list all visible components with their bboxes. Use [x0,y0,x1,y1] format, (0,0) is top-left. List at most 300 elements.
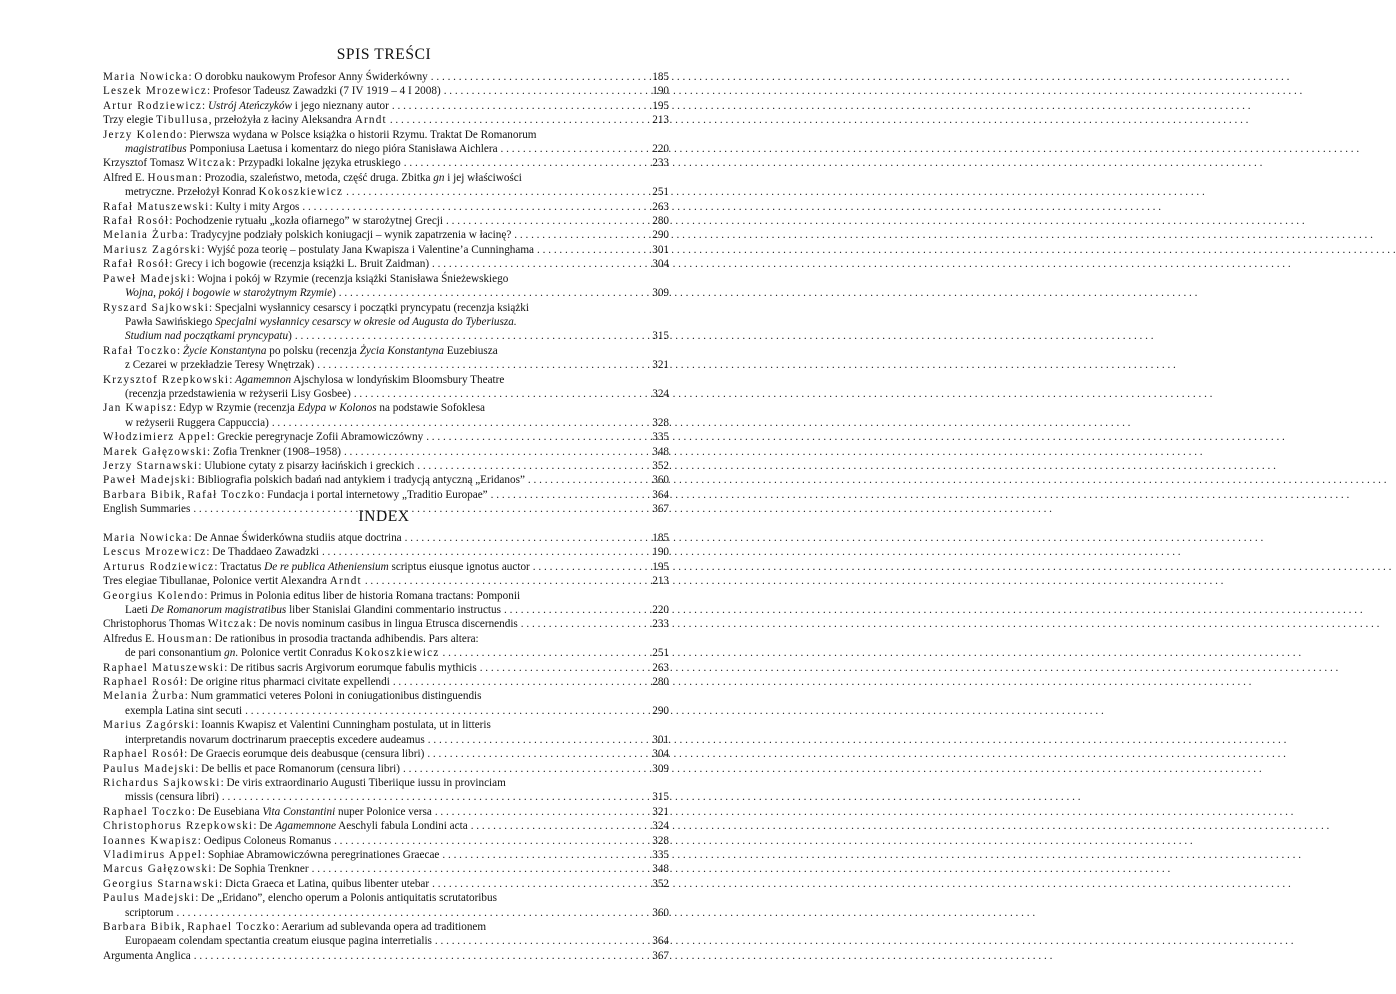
author-name: Barbara Bibik [103,488,182,501]
dot-leader [387,113,1249,127]
author-name: Mariusz Zagórski [103,243,202,256]
toc-page-number: 280 [652,676,669,689]
toc-entry [103,344,669,373]
author-name: Witczak [207,618,254,631]
toc-entry-line [103,257,635,271]
toc-entry-title [103,877,643,891]
italic-title: Agamemnone [275,820,336,833]
toc-entry-line [103,286,635,300]
dot-leader [428,70,1290,84]
dot-leader [389,99,1251,113]
toc-page-number: 367 [652,949,669,962]
toc-line-text [125,315,517,329]
entry-text-segment: i jego nieznany autor [291,99,389,112]
author-name: Witczak [187,157,233,170]
toc-page-number: 290 [652,704,669,717]
toc-entry-title [103,445,643,459]
author-name: Rafał Rosół [103,258,170,271]
entry-text-segment: : Edyp w Rzymie (recenzja [173,402,298,415]
toc-entry-line [103,128,635,142]
entry-text-segment: : Specjalni wysłannicy cesarscy i początki pryncypatu (recenzja książki [209,301,529,314]
author-name: Melania Żurba [103,229,185,242]
toc-entry-title [103,661,643,675]
italic-title: Agamemnon [235,373,292,386]
toc-entry-title [103,430,643,444]
entry-text-segment: z Cezarei w przekładzie Teresy Wnętrzak) [125,359,315,372]
dot-leader [511,228,1373,242]
dot-leader [390,675,1252,689]
entry-text-segment: : Tradycyjne podziały polskich koniugacji – wynik zapatrzenia w łacinę? [184,229,512,242]
toc-entry-line [103,704,635,718]
toc-entry-title [103,214,643,228]
toc-line-text [103,589,520,603]
italic-title: Życia Konstantyna [359,344,444,357]
toc-line-text [103,574,362,588]
toc-page-number: 263 [652,661,669,674]
author-name: Rafał Toczko [187,488,262,501]
toc-page-number: 185 [652,532,669,544]
toc-entry [103,675,669,689]
toc-entry [103,473,669,487]
toc-entry [103,589,669,618]
dot-leader [191,949,1053,963]
toc-entry [103,574,669,588]
toc-entry-line [103,949,635,963]
toc-entry-line [103,689,635,703]
italic-title: Vita Constantini [262,805,336,818]
toc-entry [103,459,669,473]
toc-entry-line [103,531,635,545]
dot-leader [401,156,1263,170]
toc-entry [103,128,669,157]
author-name: Rafał Toczko [103,344,177,357]
italic-title: gn [224,647,236,660]
toc-line-text [103,762,400,776]
toc-line-text [103,257,429,271]
toc-entry [103,877,669,891]
author-name: Krzysztof Rzepkowski [103,373,230,386]
italic-title: Życie Konstantyna [182,344,267,357]
entry-text-segment: : Tractatus [214,560,265,573]
toc-page-number: 251 [652,186,669,199]
toc-entry-title [103,819,643,833]
toc-entry-line [103,156,635,170]
toc-line-text [103,848,439,862]
entry-text-segment: : Wojna i pokój w Rzymie (recenzja książki Stanisława Śnieżewskiego [191,272,509,285]
italic-title: De Romanorum magistratibus [150,604,287,617]
toc-entry-line [103,891,635,905]
dot-leader [498,142,1360,156]
toc-entry-title [103,718,643,747]
toc-line-text [125,603,501,617]
toc-entry [103,113,669,127]
toc-entry-line [103,762,635,776]
toc-entry [103,718,669,747]
entry-text-segment: : De Graecis eorumque deis deabusque (censura libri) [184,748,425,761]
toc-line-text [103,920,486,934]
toc-line-text [103,445,341,459]
toc-entry [103,632,669,661]
dot-leader [299,200,1161,214]
entry-text-segment: : Grecy i ich bogowie (recenzja książki L. Bruit Zaidman) [169,258,430,271]
entry-text-segment: Trzy elegie [103,114,157,127]
toc-entry-line [103,430,635,444]
toc-entry [103,560,669,574]
toc-entry [103,228,669,242]
author-name: Ryszard Sajkowski [103,301,210,314]
toc-entry-line [103,243,635,257]
entry-text-segment: : Prozodia, szaleństwo, metoda, część druga. Zbitka [198,171,434,184]
toc-entry-title [103,531,643,545]
toc-line-text [103,949,191,963]
toc-line-text [125,387,351,401]
toc-entry-line [103,358,635,372]
toc-page-number: 335 [652,431,669,444]
entry-text-segment: missis (censura libri) [125,791,219,804]
author-name: Rafał Rosół [103,215,170,228]
author-name: Rafał Matuszewski [103,200,210,213]
toc-line-text [125,646,440,660]
toc-line-text [103,344,498,358]
dot-leader [423,430,1285,444]
entry-text-segment: : [202,99,208,112]
entry-text-segment: Argumenta Anglica [103,949,191,962]
toc-entry [103,747,669,761]
entry-text-segment: : Wyjść poza teorię – postulaty Jana Kwapisza i Valentine’a Cunninghama [201,243,535,256]
toc-entry-title [103,200,643,214]
toc-entry-line [103,718,635,732]
author-name: Housman [157,632,209,645]
toc-line-text [103,228,511,242]
toc-entry-title [103,272,643,301]
entry-text-segment: . Polonice vertit Conradus [235,647,355,660]
entry-text-segment: po polsku (recenzja [266,344,360,357]
toc-line-text [103,430,423,444]
dot-leader [443,214,1305,228]
entry-text-segment: : De Sophia Trenkner [212,863,309,876]
dot-leader [402,531,1264,545]
toc-page-number: 309 [652,762,669,775]
author-name: Paulus Madejski [103,892,196,905]
entry-text-segment: scriptus eiusque ignotus auctor [388,560,530,573]
dot-leader [488,488,1350,502]
toc-page-number: 251 [652,647,669,660]
entry-text-segment: de pari consonantium [125,647,225,660]
italic-title: magistratibus [125,143,187,156]
toc-entry-line [103,70,635,84]
toc-line-text [103,834,331,848]
toc-entry-line [103,272,635,286]
entry-text-segment: Aeschyli fabula Londini acta [335,820,468,833]
entry-text-segment: : Bibliografia polskich badań nad antykiem i tradycją antyczną „Eridanos” [191,474,525,487]
author-name: Marcus Gałęzowski [103,863,213,876]
author-name: Maria Nowicka [103,532,189,544]
entry-text-segment: liber Stanislai Glandini commentario instructus [286,604,501,617]
toc-entry-line [103,488,635,502]
toc-entry-line [103,99,635,113]
toc-entry [103,200,669,214]
toc-entry-line [103,589,635,603]
toc-page-number: 364 [652,935,669,948]
toc-entry-line [103,661,635,675]
toc-entry-title [103,675,643,689]
toc-entry-line [103,790,635,804]
toc-entry-title [103,459,643,473]
entry-text-segment: nuper Polonice versa [335,805,432,818]
author-name: Arndt [354,114,387,127]
toc-entry-line [103,560,635,574]
toc-entry-line [103,228,635,242]
entry-text-segment: : De Eusebiana [191,805,263,818]
toc-entry [103,401,669,430]
toc-entry-title [103,344,643,373]
toc-entry-title [103,862,643,876]
toc-entry-line [103,877,635,891]
toc-page-number: 220 [652,604,669,617]
toc-entry [103,531,669,545]
toc-entry-line [103,906,635,920]
toc-line-text [103,747,424,761]
toc-line-text [125,358,314,372]
entry-text-segment: De Romanorum [464,128,537,141]
author-name: Georgius Starnawski [103,877,220,890]
section-title-spis-tresci: SPIS TREŚCI [336,46,432,63]
entry-text-segment: , [181,920,188,933]
entry-text-segment: , [181,488,188,501]
toc-line-text [125,286,336,300]
toc-entry-title [103,762,643,776]
author-name: Georgius Kolendo [103,589,205,602]
dot-leader [362,574,1224,588]
entry-text-segment: : De Annae Świderkówna studiis atque doctrina [188,532,402,544]
toc-entry-title [103,891,643,920]
author-name: Jan Kwapisz [103,402,174,415]
toc-entry-line [103,445,635,459]
toc-line-text [125,329,292,343]
toc-entry [103,272,669,301]
toc-page-number: 335 [652,848,669,861]
entry-text-segment: : [177,344,183,357]
table-of-contents-latin [103,531,669,963]
toc-line-text [103,819,468,833]
author-name: Raphael Rosół [103,748,185,761]
toc-page-number: 301 [652,243,669,256]
toc-entry-line [103,416,635,430]
entry-text-segment: exempla Latina sint secuti [125,704,243,717]
toc-entry-line [103,84,635,98]
toc-entry [103,445,669,459]
toc-entry [103,545,669,559]
toc-entry-title [103,632,643,661]
entry-text-segment: interpretandis novarum doctrinarum praeceptis excedere audeamus [125,733,425,746]
toc-line-text [103,473,525,487]
toc-entry [103,156,669,170]
toc-entry [103,862,669,876]
italic-title: De re publica Atheniensium [264,560,389,573]
entry-text-segment: : De origine ritus pharmaci civitate expellendi [184,676,390,689]
toc-entry-line [103,862,635,876]
dot-leader [424,747,1286,761]
toc-entry-line [103,545,635,559]
toc-entry [103,243,669,257]
toc-page-number: 328 [652,834,669,847]
entry-text-segment: : De [253,820,276,833]
author-name: Kokoszkiewicz [258,186,344,199]
dot-leader [440,646,1302,660]
dot-leader [343,185,1205,199]
toc-entry-line [103,934,635,948]
toc-entry-title [103,401,643,430]
entry-text-segment: : Pierwsza wydana w Polsce książka o historii Rzymu. Traktat [183,128,465,141]
toc-page-number: 304 [652,258,669,271]
toc-entry [103,430,669,444]
toc-page-number: 213 [652,575,669,588]
entry-text-segment: Alfredus E. [103,632,158,645]
toc-page-number: 315 [652,791,669,804]
toc-entry [103,301,669,344]
toc-entry [103,70,669,84]
dot-leader [425,733,1287,747]
dot-leader [336,286,1198,300]
author-name: Jerzy Starnawski [103,459,199,472]
author-name: Raphael Matuszewski [103,661,225,674]
toc-line-text [125,906,173,920]
toc-page-number: 233 [652,618,669,631]
toc-entry [103,949,669,963]
toc-entry [103,661,669,675]
toc-page-number: 324 [652,387,669,400]
entry-text-segment: metryczne. Przełożył Konrad [125,186,259,199]
author-name: Paweł Madejski [103,272,192,285]
toc-entry-title [103,257,643,271]
toc-page-number: 190 [652,546,669,559]
toc-entry-title [103,99,643,113]
toc-line-text [103,675,390,689]
toc-line-text [125,934,432,948]
author-name: Vladimirus Appel [103,848,203,861]
toc-line-text [103,862,309,876]
toc-line-text [103,718,491,732]
author-name: Arndt [329,575,362,588]
entry-text-segment: : [229,373,236,386]
author-name: Arturus Rodziewicz [103,560,215,573]
author-name: Raphael Toczko [187,920,277,933]
toc-line-text [103,401,485,415]
toc-page-number: 309 [652,287,669,300]
italic-title: Edypa w Kolonos [297,402,377,415]
toc-entry-line [103,387,635,401]
toc-line-text [103,214,443,228]
toc-entry-title [103,301,643,344]
toc-entry-title [103,228,643,242]
toc-entry-title [103,776,643,805]
entry-text-segment: ) [332,287,336,300]
entry-text-segment: : De Thaddaeo Zawadzki [206,546,319,559]
dot-leader [309,862,1171,876]
toc-entry-line [103,834,635,848]
toc-entry-title [103,473,643,487]
toc-line-text [103,272,508,286]
toc-entry-title [103,545,643,559]
italic-title: gn [433,171,445,184]
toc-entry-line [103,301,635,315]
toc-entry-line [103,459,635,473]
author-name: Marek Gałęzowski [103,445,208,458]
toc-entry-title [103,805,643,819]
entry-text-segment: : Fundacja i portal internetowy „Traditio Europae” [261,488,488,501]
toc-entry [103,84,669,98]
toc-line-text [103,776,506,790]
dot-leader [269,416,1131,430]
author-name: Maria Nowicka [103,71,189,83]
entry-text-segment: Euzebiusza [443,344,498,357]
author-name: Richardus Sajkowski [103,776,221,789]
toc-line-text [103,632,479,646]
toc-entry-line [103,200,635,214]
toc-page-number: 301 [652,733,669,746]
toc-page-number: 315 [652,330,669,343]
author-name: Tibullusa [156,114,209,127]
dot-leader [292,329,1154,343]
dot-leader [173,906,1035,920]
entry-text-segment: : De bellis et pace Romanorum (censura libri) [195,762,401,775]
toc-entry-title [103,920,643,949]
entry-text-segment: : De viris extraordinario Augusti Tiberiique iussu in provinciam [220,776,506,789]
dot-leader [351,387,1213,401]
toc-line-text [103,689,482,703]
toc-page-number: 360 [652,906,669,919]
toc-page-number: 233 [652,157,669,170]
toc-entry [103,805,669,819]
entry-text-segment: Krzysztof Tomasz [103,157,188,170]
toc-page-number: 321 [652,805,669,818]
dot-leader [341,445,1203,459]
entry-text-segment: : Przypadki lokalne języka etruskiego [232,157,401,170]
toc-entry-title [103,574,643,588]
toc-line-text [103,488,488,502]
entry-text-segment: : Profesor Tadeusz Zawadzki (7 IV 1919 – 4 I 2008) [207,85,441,98]
toc-line-text [103,805,432,819]
entry-text-segment: : Pochodzenie rytuału „kozła ofiarnego” w starożytnej Grecji [169,215,444,228]
toc-line-text [125,790,219,804]
entry-text-segment: : Primus in Polonia editus liber de historia Romana tractans: Pomponii [204,589,521,602]
entry-text-segment: w reżyserii Ruggera Cappuccia) [125,416,269,429]
toc-line-text [103,560,530,574]
toc-page-number: 364 [652,488,669,501]
toc-entry-line [103,473,635,487]
toc-page-number: 348 [652,863,669,876]
dot-leader [400,762,1262,776]
entry-text-segment: : O dorobku naukowym Profesor Anny Świderkówny [188,71,428,83]
toc-entry [103,848,669,862]
entry-text-segment: : Ioannis Kwapisz et Valentini Cunningham postulata, ut in litteris [195,719,491,732]
entry-text-segment: Pomponiusa Laetusa i komentarz do niego pióra Stanisława Aichlera [186,143,498,156]
toc-line-text [103,200,299,214]
toc-entry-line [103,805,635,819]
entry-text-segment: : Oedipus Coloneus Romanus [197,834,332,847]
toc-entry-title [103,70,643,84]
toc-line-text [103,171,522,185]
toc-page-number: 263 [652,200,669,213]
author-name: Christophorus Rzepkowski [103,820,254,833]
toc-entry-line [103,214,635,228]
toc-entry-line [103,920,635,934]
toc-entry-title [103,560,643,574]
dot-leader [432,805,1294,819]
toc-line-text [103,99,389,113]
author-name: Lescus Mrozewicz [103,546,207,559]
entry-text-segment: na podstawie Sofoklesa [376,402,486,415]
